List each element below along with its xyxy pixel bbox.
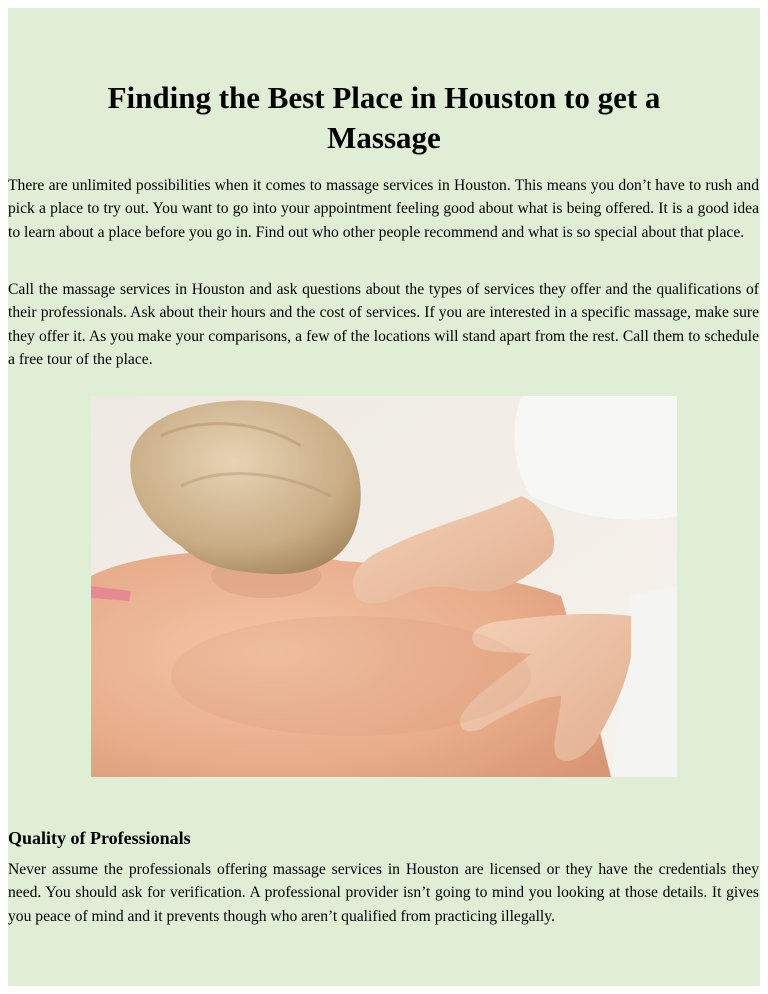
section-heading: Quality of Professionals (8, 828, 191, 848)
page-title: Finding the Best Place in Houston to get a Massage (107, 80, 661, 155)
massage-photo (91, 396, 677, 777)
second-paragraph: Call the massage services in Houston and ask questions about the types of services they offer and the qualifications of their professionals. Ask about their hours and the cost of services. If you are interested in a specific massage, make sure they offer it. As you make your comparisons, a few of the locations will stand apart from the rest. Call them to schedule a free tour of the place. (8, 281, 759, 369)
document-page (8, 8, 760, 986)
intro-paragraph: There are unlimited possibilities when it comes to massage services in Houston. This means you don’t have to rush and pick a place to try out. You want to go into your appointment feeling good about what is being offered. It is a good idea to learn about a place before you go in. Find out who other people recommend and what is so special about that place. (8, 177, 759, 241)
section-paragraph: Never assume the professionals offering massage services in Houston are licensed or they have the credentials they need. You should ask for verification. A professional provider isn’t going to mind you looking at those details. It gives you peace of mind and it prevents though who aren’t qualified from practicing illegally. (8, 861, 759, 925)
